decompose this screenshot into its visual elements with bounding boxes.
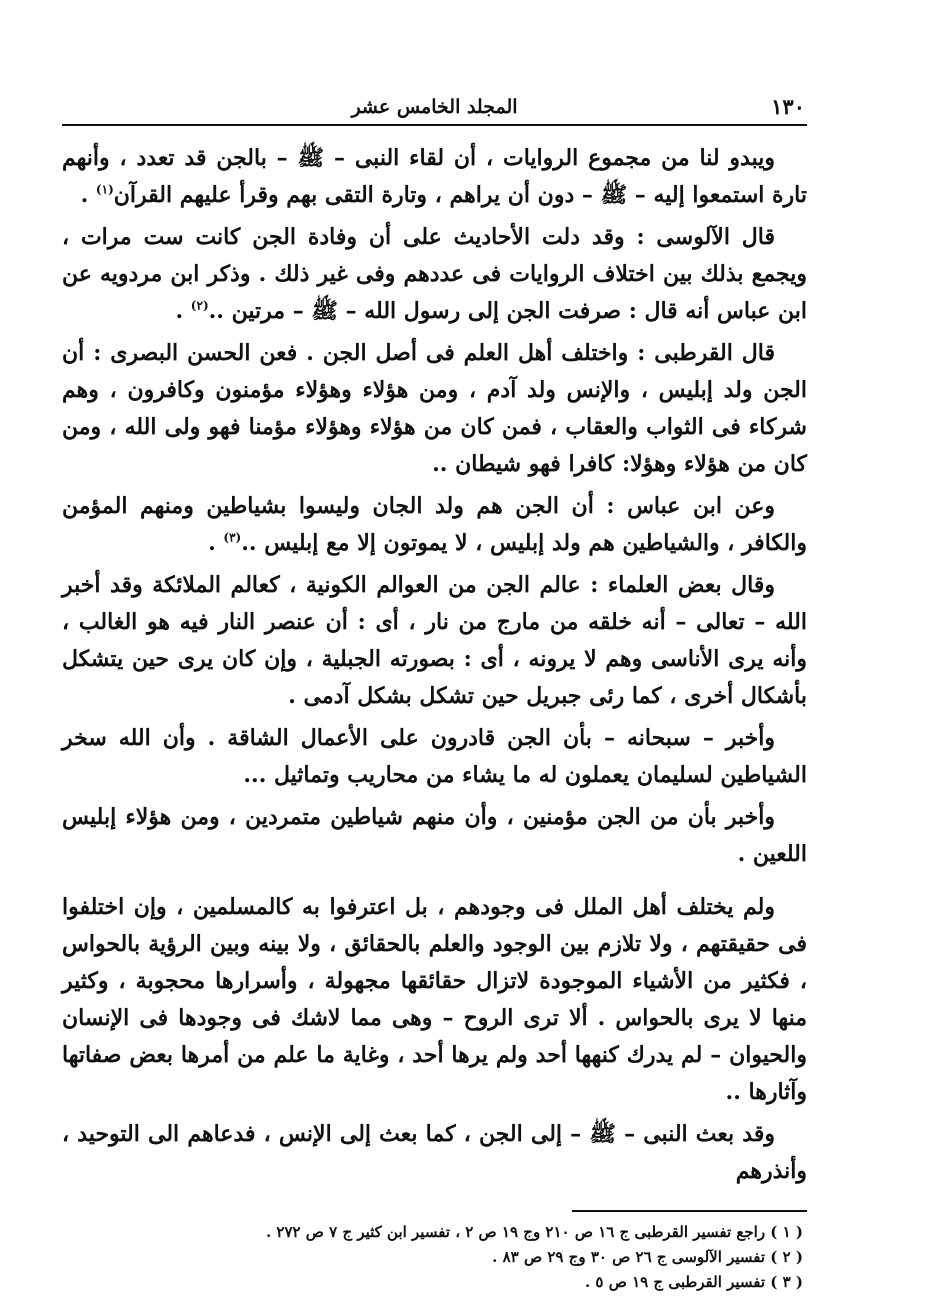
paragraph: قال القرطبى : واختلف أهل العلم فى أصل الجن . فعن الحسن البصرى : أن الجن ولد إبليس ، والإنس ولد آدم ، ومن هؤلاء وهؤلاء مؤمنون وكافرون ، وهم شركاء فى الثواب والعقاب ، فمن كان من هؤلاء وهؤلاء مؤمنا فهو ولى الله ، ومن كان من هؤلاء وهؤلا: كافرا فهو شيطان ..	[62, 340, 807, 477]
page-number: ١٣٠	[771, 94, 805, 119]
paragraph: ولم يختلف أهل الملل فى وجودهم ، بل اعترفوا به كالمسلمين ، وإن اختلفوا فى حقيقتهم ، ولا تلازم بين الوجود والعلم بالحقائق ، ولا بينه وبين الرؤية بالحواس ، فكثير من الأشياء الموجودة لاتزال حقائقها مجهولة ، وأسرارها محجوبة ، وكثير منها لا يرى بالحواس . ألا ترى الروح – وهى مما لاشك فى وجودها فى الإنسان والحيوان – لم يدرك كنهها أحد ولم يرها أحد ، وغاية ما علم من أمرها بعض صفاتها وآثارها ..	[62, 894, 807, 1105]
paragraph: وقد بعث النبى – ﷺ – إلى الجن ، كما بعث إلى الإنس ، فدعاهم الى التوحيد ، وأنذرهم	[62, 1121, 807, 1184]
footnote: ( ٢ ) تفسير الآلوسى ج ٢٦ ص ٣٠ وج ٢٩ ص ٨٣ .	[492, 1248, 803, 1266]
footnote-ref: (٣)	[223, 530, 242, 545]
main-text	[62, 140, 807, 1190]
paragraph: ويبدو لنا من مجموع الروايات ، أن لقاء النبى – ﷺ – بالجن قد تعدد ، وأنهم تارة استمعوا إليه – ﷺ – دون أن يراهم ، وتارة التقى بهم وقرأ عليهم القرآن$^{(١)}$ .	[62, 145, 807, 208]
paragraph: وأخبر بأن من الجن مؤمنين ، وأن منهم شياطين متمردين ، ومن هؤلاء إبليس اللعين .	[62, 804, 807, 867]
paragraph: وعن ابن عباس : أن الجن هم ولد الجان وليسوا بشياطين ومنهم المؤمن والكافر ، والشياطين هم ولد إبليس ، لا يموتون إلا مع إبليس ..$^{(٣)}$ .	[62, 493, 807, 556]
footnote-divider	[572, 1210, 807, 1212]
paragraph: قال الآلوسى : وقد دلت الأحاديث على أن وفادة الجن كانت ست مرات ، ويجمع بذلك بين اختلاف الروايات فى عددهم وفى غير ذلك . وذكر ابن مردويه عن ابن عباس أنه قال : صرفت الجن إلى رسول الله – ﷺ – مرتين ..$^{(٢)}$ .	[62, 224, 808, 324]
footnotes	[62, 1220, 807, 1295]
footnote: ( ١ ) راجع تفسير القرطبى ج ١٦ ص ٢١٠ وج ١٩ ص ٢ ، تفسير ابن كثير ج ٧ ص ٢٧٢ .	[265, 1223, 803, 1241]
running-header	[62, 90, 807, 126]
footnote-ref: (١)	[95, 182, 114, 197]
volume-title: المجلد الخامس عشر	[351, 96, 518, 118]
footnote: ( ٣ ) تفسير القرطبى ج ١٩ ص ٥ .	[584, 1273, 803, 1291]
paragraph: وأخبر – سبحانه – بأن الجن قادرون على الأعمال الشاقة . وأن الله سخر الشياطين لسليمان يعملون له ما يشاء من محاريب وتماثيل ...	[62, 725, 807, 788]
paragraph: وقال بعض العلماء : عالم الجن من العوالم الكونية ، كعالم الملائكة وقد أخبر الله – تعالى – أنه خلقه من مارج من نار ، أى : أن عنصر النار فيه هو الغالب ، وأنه يرى الأناسى وهم لا يرونه ، أى : بصورته الجبلية ، وإن كان يرى حين يتشكل بأشكال أخرى ، كما رئى جبريل حين تشكل بشكل آدمى .	[62, 572, 807, 709]
footnote-ref: (٢)	[190, 298, 209, 313]
book-page	[62, 90, 808, 1291]
